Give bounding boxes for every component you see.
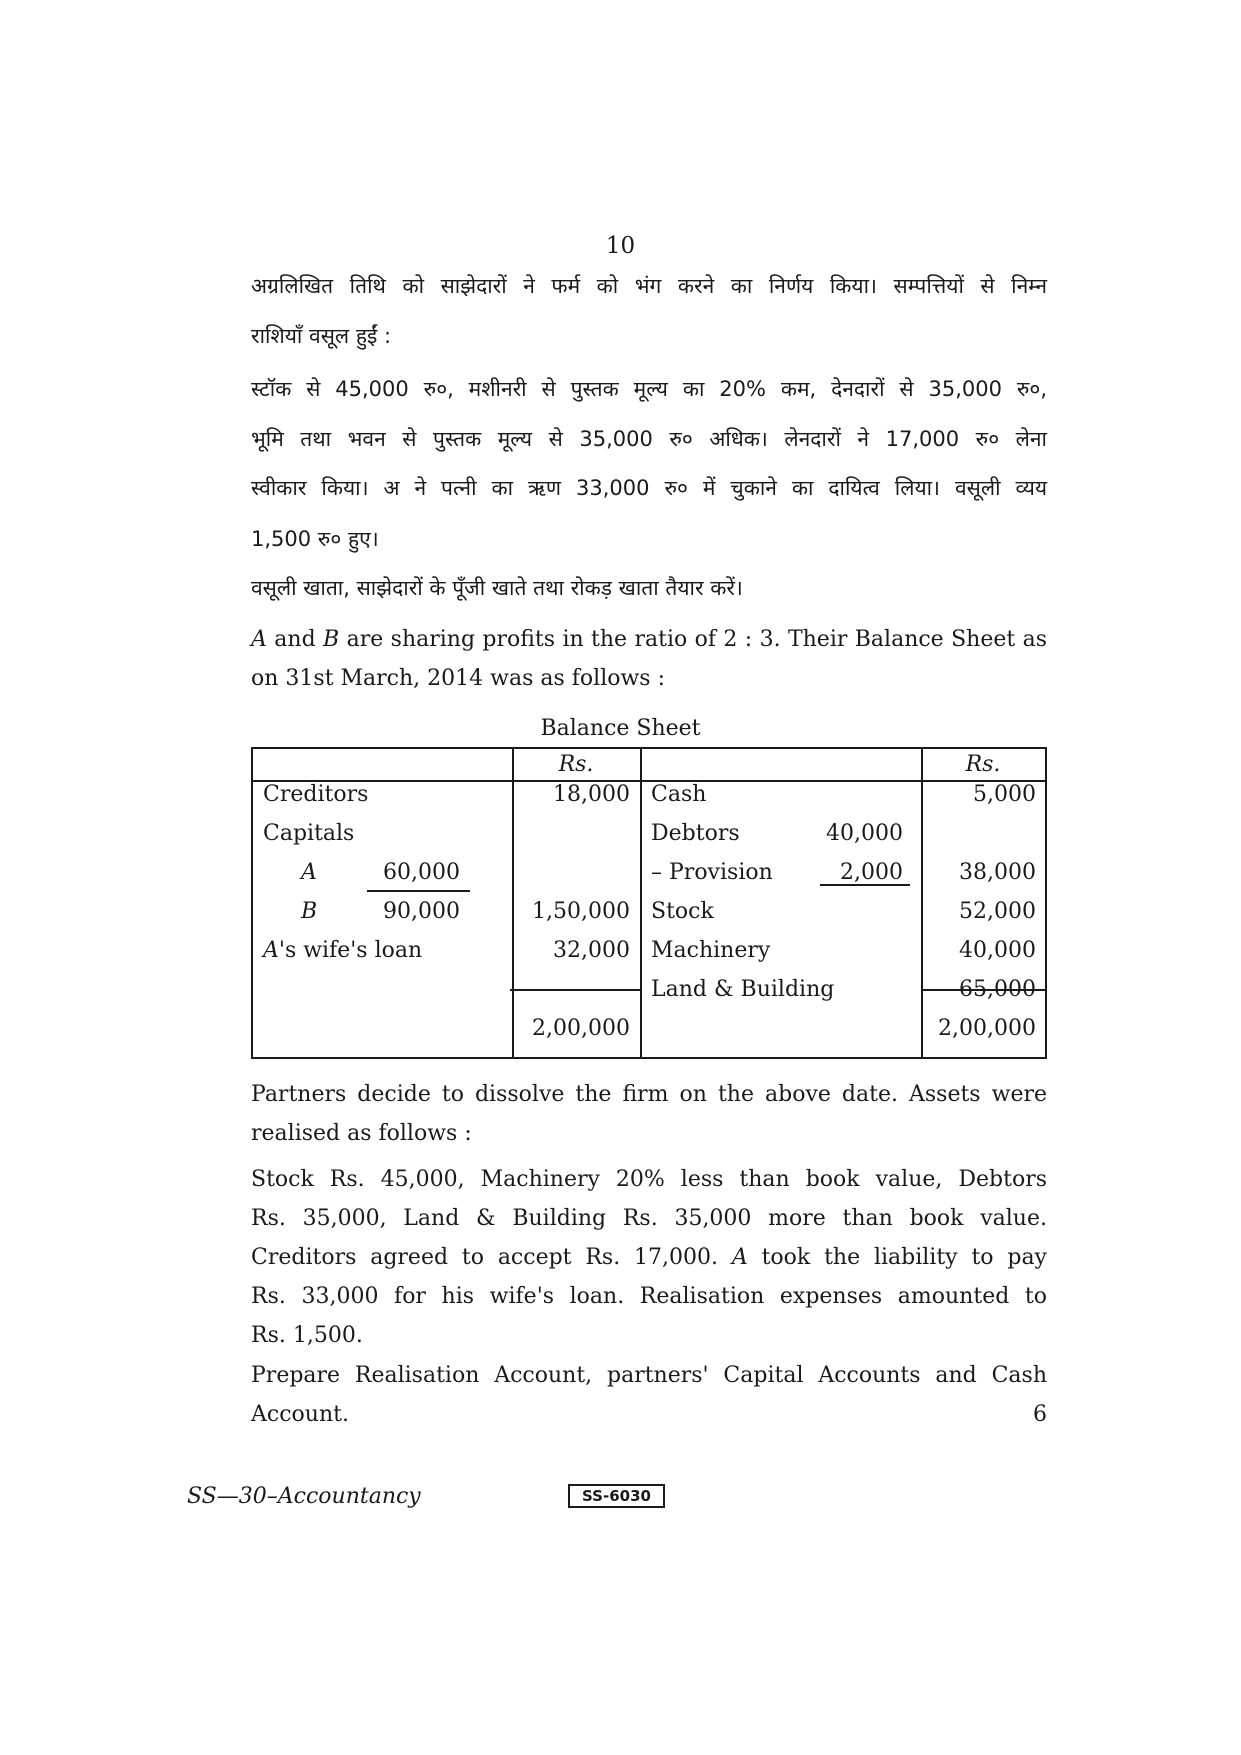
capital-a-label: A xyxy=(301,860,317,885)
hindi-line-1: अग्रलिखित तिथि को साझेदारों ने फर्म को भंग करने का निर्णय किया। सम्पत्तियों से निम्न xyxy=(251,274,1047,298)
capitals-label: Capitals xyxy=(263,821,355,846)
intro-line-2: on 31st March, 2014 was as follows : xyxy=(251,666,666,691)
question-p2-line-3 xyxy=(251,1238,1047,1277)
hindi-line-5: स्वीकार किया। अ ने पत्नी का ऋण 33,000 रु० में चुकाने का दायित्व लिया। वसूली व्यय xyxy=(251,476,1047,500)
capitals-total: 1,50,000 xyxy=(532,899,630,924)
capital-b-amount: 90,000 xyxy=(383,899,460,924)
balance-sheet-table xyxy=(251,747,1047,1059)
partner-b: B xyxy=(323,627,340,652)
page-number: 10 xyxy=(605,233,636,259)
land-building-label: Land & Building xyxy=(651,977,835,1002)
wife-loan-partner: A xyxy=(263,938,279,963)
footer-subject: SS—30–Accountancy xyxy=(187,1484,421,1509)
stock-label: Stock xyxy=(651,899,714,924)
p2-line-3-post: took the liability to pay xyxy=(747,1245,1047,1270)
debtors-net: 38,000 xyxy=(959,860,1036,885)
intro-and: and xyxy=(266,627,324,652)
balance-sheet-title: Balance Sheet xyxy=(540,716,701,741)
p2-line-3-partner: A xyxy=(731,1245,748,1270)
wife-loan-text: 's wife's loan xyxy=(278,938,423,963)
machinery-label: Machinery xyxy=(651,938,771,963)
intro-line-1 xyxy=(251,620,1047,659)
hindi-line-7: वसूली खाता, साझेदारों के पूँजी खाते तथा रोकड़ खाता तैयार करें। xyxy=(251,576,743,600)
debtors-gross: 40,000 xyxy=(826,821,903,846)
debtors-label: Debtors xyxy=(651,821,740,846)
liabilities-total: 2,00,000 xyxy=(532,1016,630,1041)
question-p2-line-5: Rs. 1,500. xyxy=(251,1323,363,1348)
question-p1-line-2: realised as follows : xyxy=(251,1121,472,1146)
assets-total: 2,00,000 xyxy=(938,1016,1036,1041)
question-p1-line-1: Partners decide to dissolve the firm on the above date. Assets were xyxy=(251,1082,1047,1107)
provision-label: – Provision xyxy=(651,860,773,885)
hindi-line-2: राशियाँ वसूल हुईं : xyxy=(251,324,392,348)
land-building-amount: 65,000 xyxy=(959,977,1036,1002)
hindi-line-6: 1,500 रु० हुए। xyxy=(251,527,379,551)
question-p3-line-1: Prepare Realisation Account, partners' Capital Accounts and Cash xyxy=(251,1363,1047,1388)
cash-amount: 5,000 xyxy=(973,782,1036,807)
capital-b-label: B xyxy=(301,899,318,924)
wife-loan-label xyxy=(263,938,422,963)
provision-amount: 2,000 xyxy=(840,860,903,885)
capital-a-amount: 60,000 xyxy=(383,860,460,885)
question-marks: 6 xyxy=(1033,1402,1047,1427)
balance-sheet-caption xyxy=(0,716,1241,741)
partner-a: A xyxy=(251,627,267,652)
footer-paper-code: SS-6030 xyxy=(568,1484,665,1508)
creditors-label: Creditors xyxy=(263,782,369,807)
hindi-line-3: स्टॉक से 45,000 रु०, मशीनरी से पुस्तक मूल्य का 20% कम, देनदारों से 35,000 रु०, xyxy=(251,377,1047,401)
wife-loan-amount: 32,000 xyxy=(553,938,630,963)
question-p2-line-4: Rs. 33,000 for his wife's loan. Realisation expenses amounted to xyxy=(251,1284,1047,1309)
p2-line-3-pre: Creditors agreed to accept Rs. 17,000. xyxy=(251,1245,732,1270)
question-p3-line-2: Account. xyxy=(251,1402,349,1427)
question-p2-line-2: Rs. 35,000, Land & Building Rs. 35,000 more than book value. xyxy=(251,1206,1047,1231)
creditors-amount: 18,000 xyxy=(553,782,630,807)
machinery-amount: 40,000 xyxy=(959,938,1036,963)
currency-header-left: Rs. xyxy=(558,752,594,777)
stock-amount: 52,000 xyxy=(959,899,1036,924)
question-p2-line-1: Stock Rs. 45,000, Machinery 20% less than book value, Debtors xyxy=(251,1167,1047,1192)
intro-line-1-rest: are sharing profits in the ratio of 2 : 3. Their Balance Sheet as xyxy=(339,627,1048,652)
hindi-line-4: भूमि तथा भवन से पुस्तक मूल्य से 35,000 रु० अधिक। लेनदारों ने 17,000 रु० लेना xyxy=(251,427,1047,451)
cash-label: Cash xyxy=(651,782,707,807)
currency-header-right: Rs. xyxy=(965,752,1001,777)
